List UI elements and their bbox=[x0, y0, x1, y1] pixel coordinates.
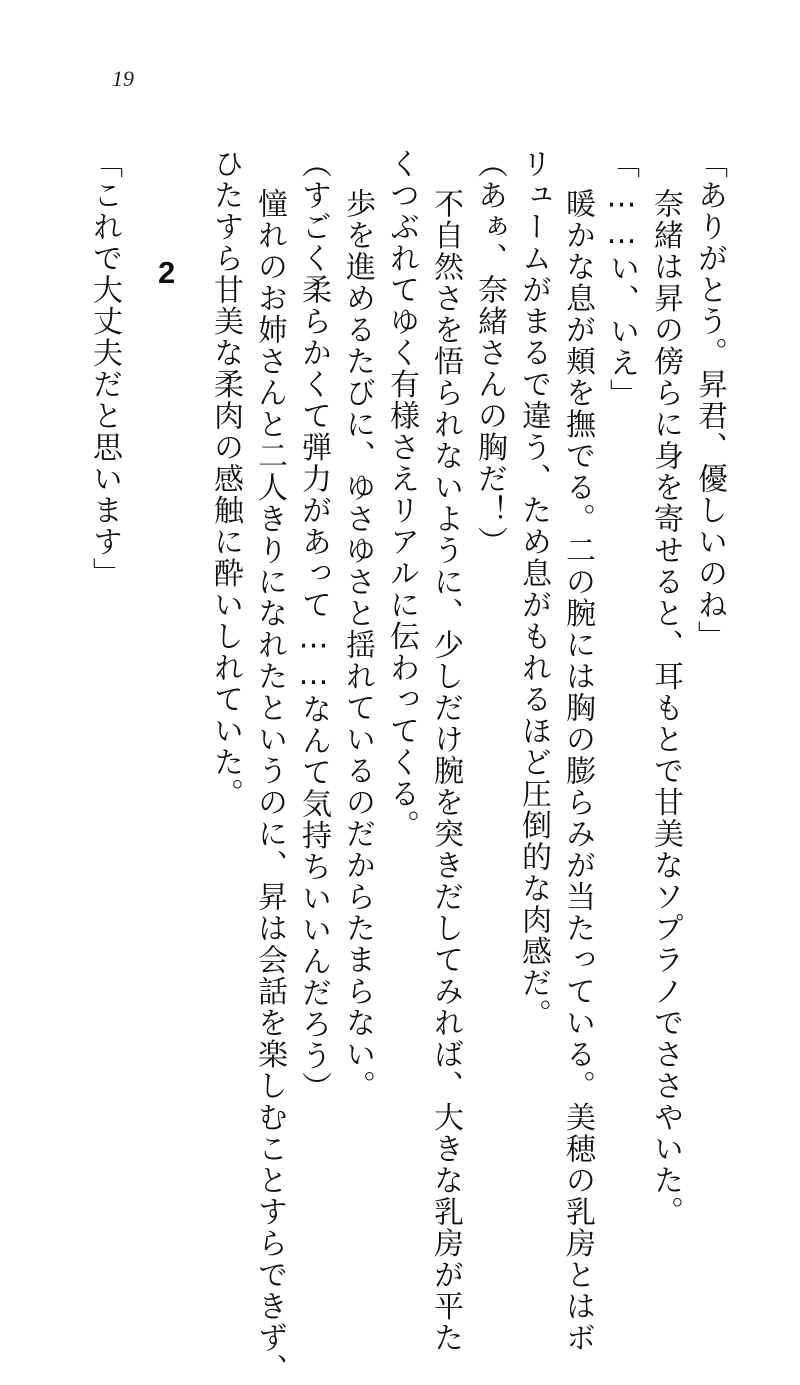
text-column-2: 奈緒は昇の傍らに身を寄せると、耳もとで甘美なソプラノでささやいた。 bbox=[648, 188, 683, 1228]
text-column-10: （すごく柔らかくて弾力があって……なんて気持ちいいんだろう） bbox=[296, 148, 331, 1103]
text-column-6: （あぁ、奈緒さんの胸だ！） bbox=[472, 148, 507, 558]
text-column-5: リュームがまるで違う、ため息がもれるほど圧倒的な肉感だ。 bbox=[516, 148, 551, 1030]
text-column-3: 「……い、いえ」 bbox=[604, 148, 639, 410]
text-column-7: 不自然さを悟られないように、少しだけ腕を突きだしてみれば、大きな乳房が平た bbox=[428, 188, 463, 1354]
text-column-9: 歩を進めるたびに、ゆさゆさと揺れているのだからたまらない。 bbox=[340, 188, 375, 1102]
text-column-11: 憧れのお姉さんと二人きりになれたというのに、昇は会話を楽しむことすらできず、 bbox=[252, 188, 287, 1385]
text-column-12: ひたすら甘美な柔肉の感触に酔いしれていた。 bbox=[208, 148, 243, 810]
page-number: 19 bbox=[112, 66, 134, 91]
text-column-1: 「ありがとう。昇君、優しいのね」 bbox=[692, 148, 727, 652]
chapter-number: 2 bbox=[158, 255, 176, 290]
chapter-first-line: 「これで大丈夫だと思います」 bbox=[87, 148, 122, 589]
text-column-4: 暖かな息が頬を撫でる。二の腕には胸の膨らみが当たっている。美穂の乳房とはボ bbox=[560, 188, 595, 1354]
text-column-8: くつぶれてゆく有様さえリアルに伝わってくる。 bbox=[384, 148, 419, 841]
